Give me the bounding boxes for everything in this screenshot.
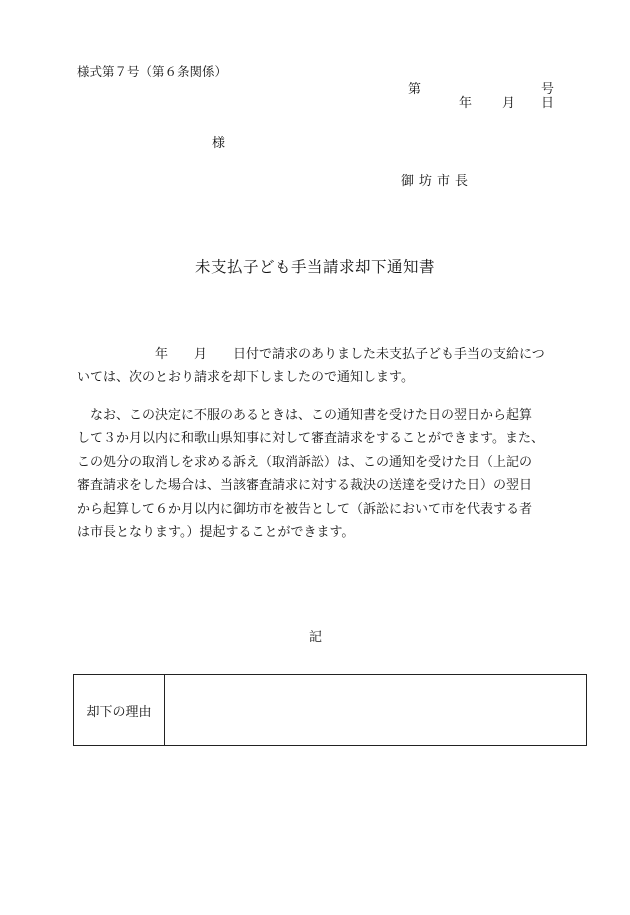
rejection-reason-table: [73, 674, 587, 746]
notice-paragraph: [77, 343, 557, 390]
paragraph-line: は市長となります。）提起することができます。: [77, 525, 355, 541]
document-title: 未支払子ども手当請求却下通知書: [194, 258, 435, 276]
paragraph-line: 年 月 日付で請求のありました未支払子ども手当の支給につ: [77, 347, 545, 362]
date-month-label: 月: [502, 96, 516, 111]
issuer-name: 御坊市長: [401, 174, 474, 189]
paragraph-line: して３か月以内に和歌山県知事に対して審査請求をすることができます。また、: [77, 431, 544, 447]
rejection-reason-value: [165, 675, 586, 745]
date-year-label: 年: [459, 96, 473, 111]
reference-number-prefix: 第: [408, 82, 422, 97]
paragraph-line: いては、次のとおり請求を却下しましたので通知します。: [77, 370, 414, 386]
appeal-paragraph: [77, 404, 557, 544]
addressee-honorific: 様: [212, 136, 226, 151]
ki-heading: 記: [309, 630, 323, 645]
date-day-label: 日: [541, 96, 555, 111]
form-number: 様式第７号（第６条関係）: [77, 64, 228, 79]
paragraph-line: から起算して６か月以内に御坊市を被告として（訴訟において市を代表する者: [77, 501, 533, 517]
reference-number-suffix: 号: [541, 82, 555, 97]
paragraph-line: なお、この決定に不服のあるときは、この通知書を受けた日の翌日から起算: [77, 408, 533, 423]
paragraph-line: この処分の取消しを求める訴え（取消訴訟）は、この通知を受けた日（上記の: [77, 454, 533, 470]
paragraph-line: 審査請求をした場合は、当該審査請求に対する裁決の送達を受けた日）の翌日: [77, 478, 533, 494]
rejection-reason-label: 却下の理由: [74, 675, 165, 745]
